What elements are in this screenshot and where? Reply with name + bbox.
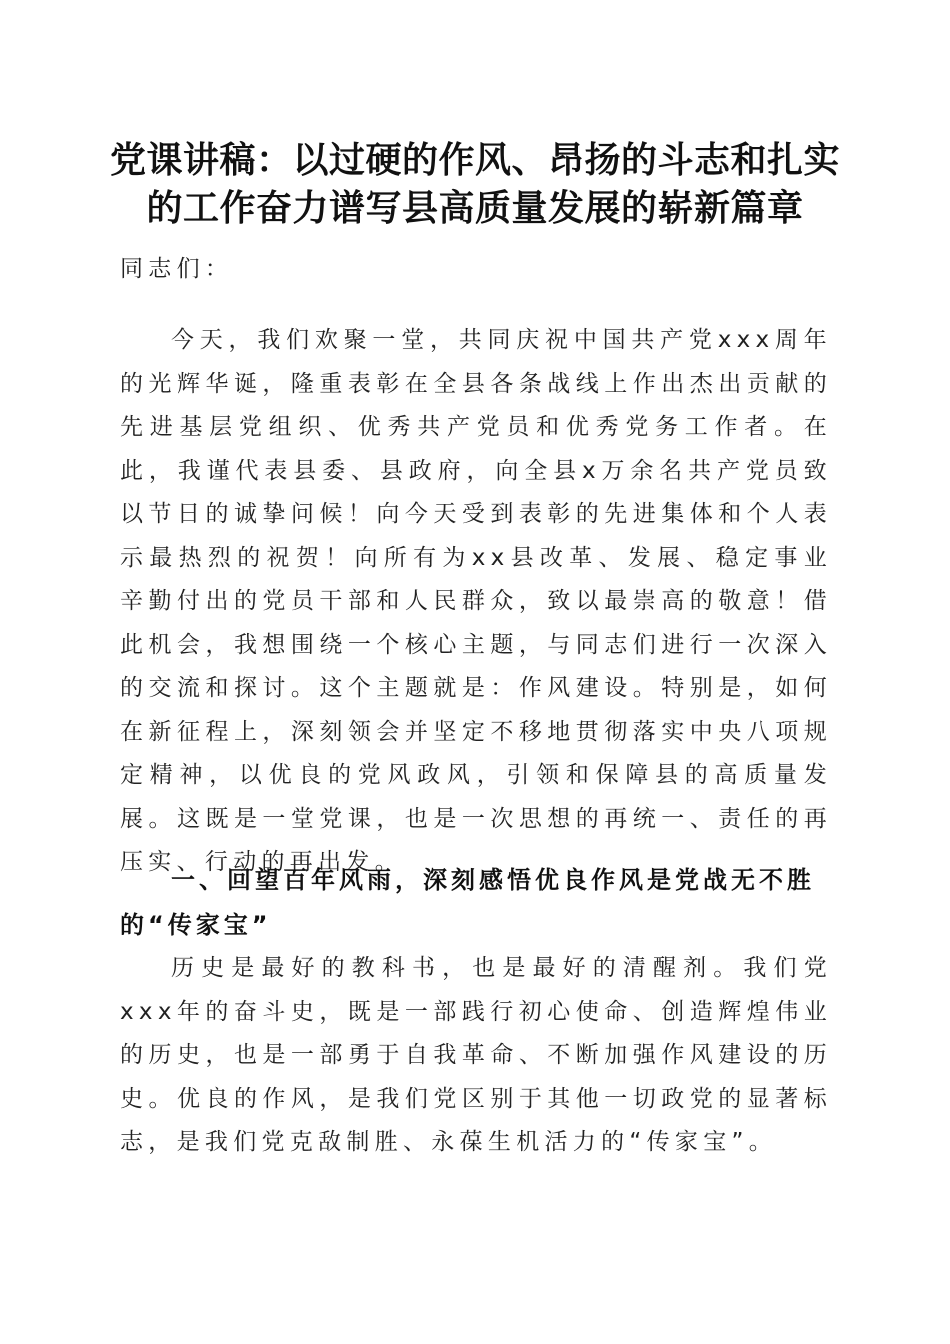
paragraph-intro: 今天，我们欢聚一堂，共同庆祝中国共产党xxx周年的光辉华诞，隆重表彰在全县各条战线上作出杰出贡献的先进基层党组织、优秀共产党员和优秀党务工作者。在此，我谨代表县委、县政府，向全县x万余名共产党员致以节日的诚挚问候！向今天受到表彰的先进集体和个人表示最热烈的祝贺！向所有为xx县改革、发展、稳定事业辛勤付出的党员干部和人民群众，致以最崇高的敬意！借此机会，我想围绕一个核心主题，与同志们进行一次深入的交流和探讨。这个主题就是：作风建设。特别是，如何在新征程上，深刻领会并坚定不移地贯彻落实中央八项规定精神，以优良的党风政风，引领和保障县的高质量发展。这既是一堂党课，也是一次思想的再统一、责任的再压实、行动的再出发。 xyxy=(120,327,832,875)
greeting: 同志们： xyxy=(120,256,234,282)
title-line-2: 的工作奋力谱写县高质量发展的崭新篇章 xyxy=(146,187,804,229)
section-heading-1: 一、回望百年风雨，深刻感悟优良作风是党战无不胜的“传家宝” xyxy=(120,866,815,939)
paragraph-history: 历史是最好的教科书，也是最好的清醒剂。我们党xxx年的奋斗史，既是一部践行初心使命、创造辉煌伟业的历史，也是一部勇于自我革命、不断加强作风建设的历史。优良的作风，是我们党区别于其他一切政党的显著标志，是我们党克敌制胜、永葆生机活力的“传家宝”。 xyxy=(120,955,832,1155)
document-title xyxy=(100,136,850,232)
title-line-1: 党课讲稿：以过硬的作风、昂扬的斗志和扎实 xyxy=(109,139,840,181)
